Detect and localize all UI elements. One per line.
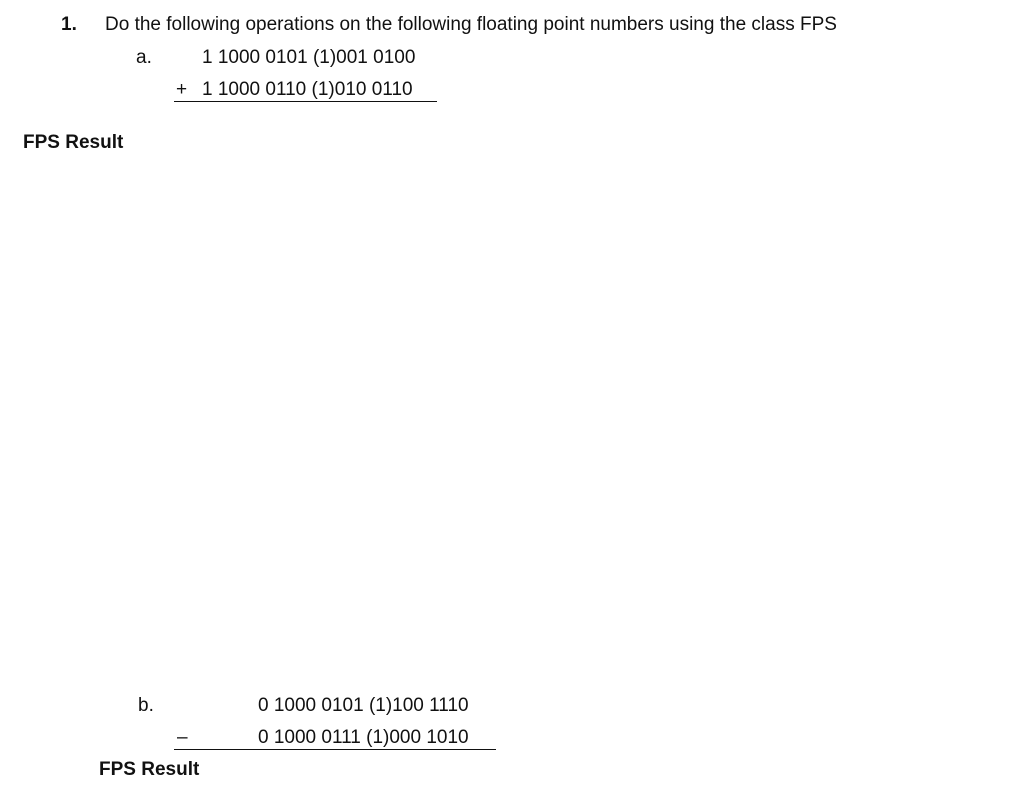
- question-number: 1.: [61, 14, 77, 35]
- part-a-label: a.: [136, 47, 152, 68]
- part-a-operand1: 1 1000 0101 (1)001 0100: [202, 47, 416, 68]
- part-a-result-label: FPS Result: [23, 132, 124, 153]
- part-a-operator: +: [176, 79, 188, 100]
- part-b-label: b.: [138, 695, 154, 716]
- part-a-sum-line: [174, 101, 437, 102]
- part-b-operand2: 0 1000 0111 (1)000 1010: [258, 727, 469, 748]
- part-b-difference-line: [174, 749, 496, 750]
- part-a-operand2: 1 1000 0110 (1)010 0110: [202, 79, 413, 100]
- part-b-operand1: 0 1000 0101 (1)100 1110: [258, 695, 469, 716]
- part-b-operator: –: [177, 727, 188, 748]
- question-text: Do the following operations on the following floating point numbers using the class FPS: [105, 14, 837, 35]
- part-b-result-label: FPS Result: [99, 759, 200, 780]
